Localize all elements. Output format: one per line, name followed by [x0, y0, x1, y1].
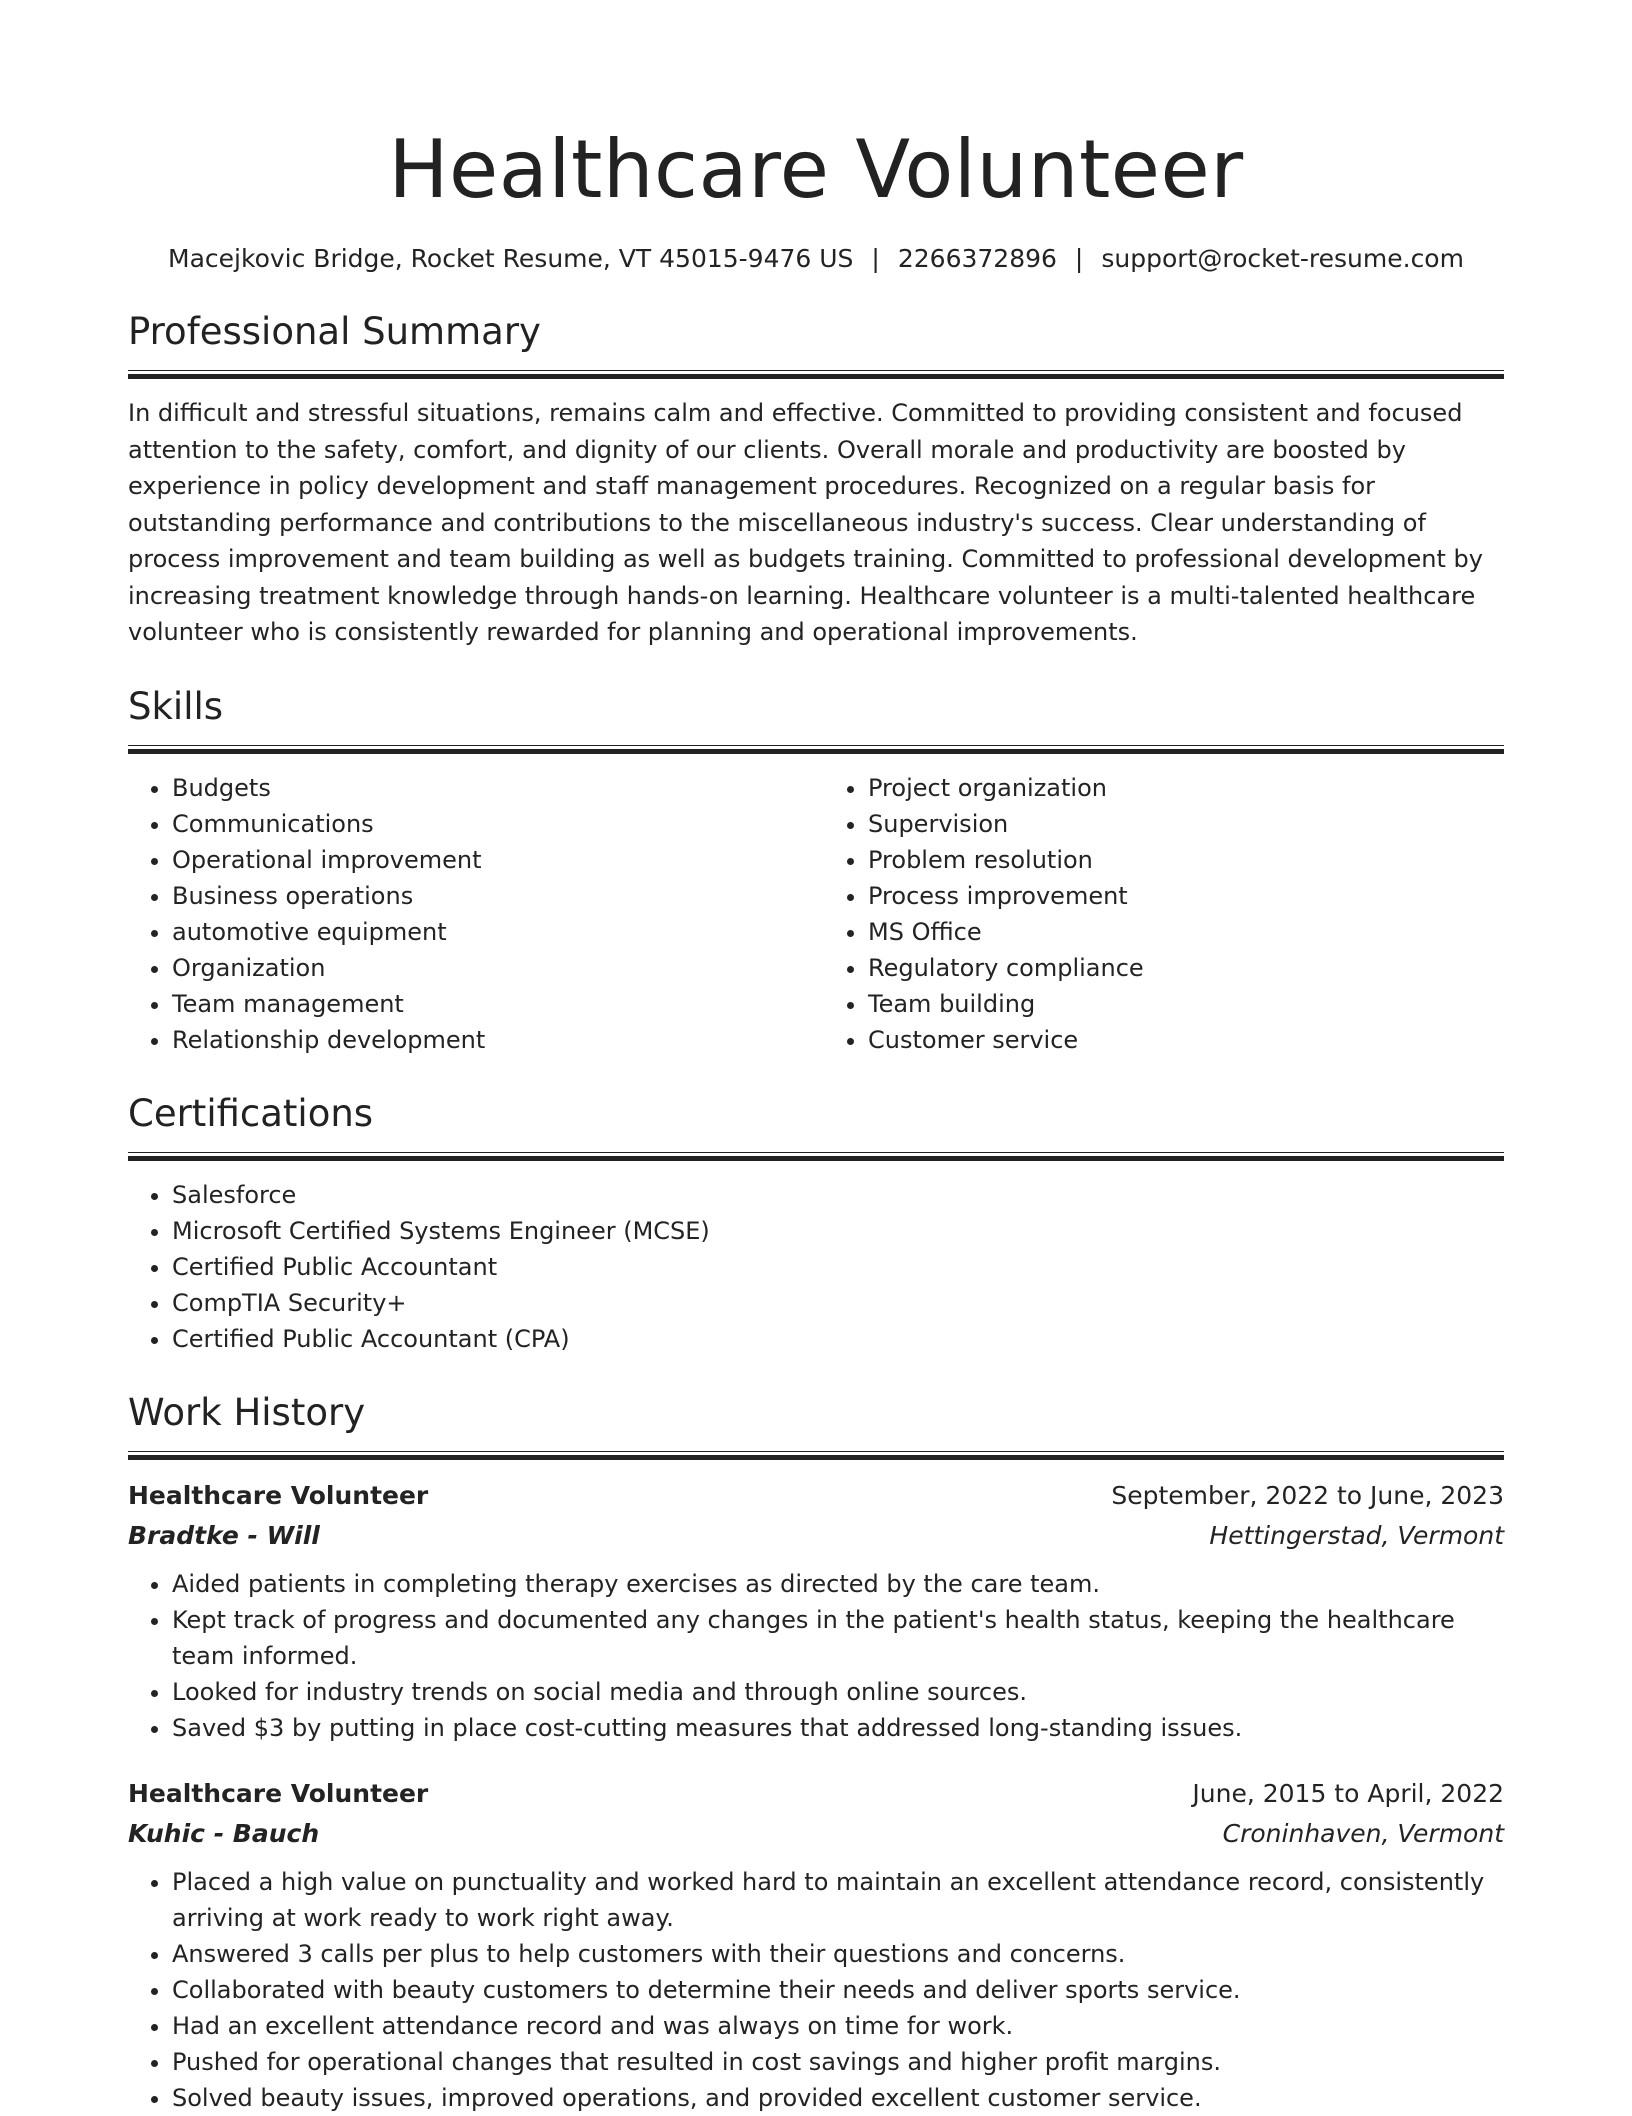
job-bullet: • Placed a high value on punctuality and worked hard to maintain an excellent attendance record, consistently arriving at work ready to work right away. [172, 1864, 1504, 1936]
job-bullet: • Kept track of progress and documented any changes in the patient's health status, keeping the healthcare team informed. [172, 1602, 1504, 1674]
skill-item: • Customer service [868, 1022, 1504, 1058]
job-bullet: • Pushed for operational changes that resulted in cost savings and higher profit margins. [172, 2044, 1504, 2080]
job-bullets [128, 1566, 1504, 1746]
job-header-row [128, 1476, 1504, 1516]
job-bullet: • Saved $3 by putting in place cost-cutting measures that addressed long-standing issues. [172, 1710, 1504, 1746]
skills-list-right [816, 770, 1504, 1058]
skill-item: • Project organization [868, 770, 1504, 806]
contact-separator: | [871, 244, 880, 273]
resume-name: Healthcare Volunteer [388, 123, 1244, 216]
job-location: Hettingerstad, Vermont [1209, 1520, 1504, 1550]
certification-item: • Certified Public Accountant (CPA) [172, 1321, 1504, 1357]
job-bullet: • Aided patients in completing therapy exercises as directed by the care team. [172, 1566, 1504, 1602]
job-bullet: • Had an excellent attendance record and was always on time for work. [172, 2008, 1504, 2044]
job-entry [128, 1476, 1504, 1746]
skill-item: • Problem resolution [868, 842, 1504, 878]
job-header-row [128, 1774, 1504, 1814]
certification-item: • Certified Public Accountant [172, 1249, 1504, 1285]
job-employer: Bradtke - Will [128, 1520, 320, 1550]
skill-item: • Team management [172, 986, 816, 1022]
skills-columns [128, 754, 1504, 1058]
job-bullet: • Answered 3 calls per plus to help customers with their questions and concerns. [172, 1936, 1504, 1972]
skill-item: • Organization [172, 950, 816, 986]
job-title: Healthcare Volunteer [128, 1480, 429, 1510]
skill-item: • Communications [172, 806, 816, 842]
skill-item: • Regulatory compliance [868, 950, 1504, 986]
job-bullets [128, 1864, 1504, 2116]
section-heading-skills: Skills [128, 684, 224, 728]
skills-section [128, 683, 1504, 1058]
job-employer-row [128, 1516, 1504, 1556]
section-divider [128, 370, 1504, 379]
contact-email: support@rocket-resume.com [1101, 244, 1464, 273]
skill-item: • automotive equipment [172, 914, 816, 950]
job-dates: September, 2022 to June, 2023 [1111, 1480, 1504, 1510]
job-location: Croninhaven, Vermont [1222, 1818, 1504, 1848]
skills-list-left [128, 770, 816, 1058]
skill-item: • Relationship development [172, 1022, 816, 1058]
certifications-list [128, 1177, 1504, 1357]
job-title: Healthcare Volunteer [128, 1778, 429, 1808]
certifications-section [128, 1090, 1504, 1357]
section-heading-work-history: Work History [128, 1390, 366, 1434]
skill-item: • Team building [868, 986, 1504, 1022]
job-bullet: • Collaborated with beauty customers to determine their needs and deliver sports service. [172, 1972, 1504, 2008]
summary-text: In difficult and stressful situations, remains calm and effective. Committed to providing consistent and focused attention to the safety, comfort, and dignity of our clients. Overall morale and productivity are boosted by experience in policy development and staff management procedures. Recognized on a regular basis for outstanding performance and contributions to the miscellaneous industry's success. Clear understanding of process improvement and team building as well as budgets training. Committed to professional development by increasing treatment knowledge through hands-on learning. Healthcare volunteer is a multi-talented healthcare volunteer who is consistently rewarded for planning and operational improvements. [128, 399, 1483, 646]
section-heading-certifications: Certifications [128, 1091, 374, 1135]
skill-item: • Business operations [172, 878, 816, 914]
section-divider [128, 1451, 1504, 1460]
job-employer-row [128, 1814, 1504, 1854]
contact-separator: | [1074, 244, 1084, 273]
section-divider [128, 1152, 1504, 1161]
job-bullet: • Solved beauty issues, improved operations, and provided excellent customer service. [172, 2080, 1504, 2116]
contact-line [128, 242, 1504, 276]
contact-address: Macejkovic Bridge, Rocket Resume, VT 45015-9476 US [168, 244, 854, 273]
certification-item: • Salesforce [172, 1177, 1504, 1213]
skill-item: • MS Office [868, 914, 1504, 950]
resume-page [128, 0, 1504, 2116]
work-history-section [128, 1389, 1504, 2116]
job-entry [128, 1774, 1504, 2116]
job-bullet: • Looked for industry trends on social media and through online sources. [172, 1674, 1504, 1710]
section-divider [128, 745, 1504, 754]
certification-item: • CompTIA Security+ [172, 1285, 1504, 1321]
skill-item: • Operational improvement [172, 842, 816, 878]
summary-section [128, 308, 1504, 651]
certification-item: • Microsoft Certified Systems Engineer (MCSE) [172, 1213, 1504, 1249]
skill-item: • Budgets [172, 770, 816, 806]
section-heading-summary: Professional Summary [128, 310, 541, 353]
contact-phone: 2266372896 [897, 244, 1057, 273]
job-dates: June, 2015 to April, 2022 [1192, 1778, 1504, 1808]
job-employer: Kuhic - Bauch [128, 1818, 320, 1848]
skill-item: • Supervision [868, 806, 1504, 842]
skill-item: • Process improvement [868, 878, 1504, 914]
